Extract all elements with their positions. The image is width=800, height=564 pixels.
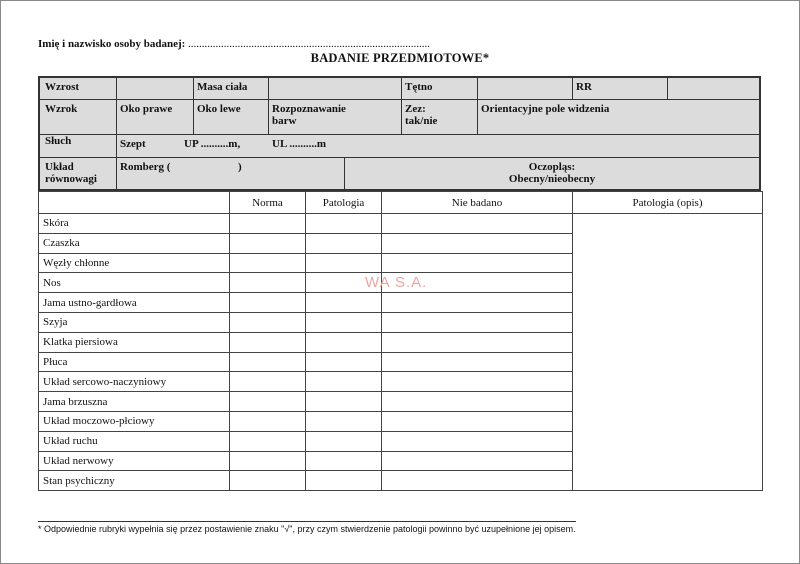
norma-cell[interactable] [230, 312, 306, 332]
field-wzrost: Wzrost [45, 81, 80, 93]
nie-badano-cell[interactable] [382, 312, 573, 332]
field-rownowagi: równowagi [45, 173, 97, 185]
row-label: Płuca [39, 352, 230, 372]
patologia-cell[interactable] [306, 392, 382, 412]
field-uklad: Układ [45, 161, 74, 173]
grid-line [268, 78, 269, 99]
header-nie-badano: Nie badano [382, 192, 573, 214]
patologia-cell[interactable] [306, 293, 382, 313]
grid-line [477, 78, 478, 99]
grid-line [193, 99, 194, 134]
grid-line [477, 99, 478, 134]
field-barw: barw [272, 115, 297, 127]
norma-cell[interactable] [230, 352, 306, 372]
nie-badano-cell[interactable] [382, 471, 573, 491]
nie-badano-cell[interactable] [382, 352, 573, 372]
patologia-cell[interactable] [306, 431, 382, 451]
field-zez-options: tak/nie [405, 115, 438, 127]
table-row [39, 214, 763, 234]
norma-cell[interactable] [230, 411, 306, 431]
patologia-cell[interactable] [306, 233, 382, 253]
field-romberg: Romberg ( [120, 161, 171, 173]
field-zez: Zez: [405, 103, 426, 115]
row-label: Węzły chłonne [39, 253, 230, 273]
grid-line [40, 134, 759, 135]
norma-cell[interactable] [230, 253, 306, 273]
patologia-cell[interactable] [306, 352, 382, 372]
grid-line [40, 157, 759, 158]
norma-cell[interactable] [230, 392, 306, 412]
grid-line [667, 78, 668, 99]
nie-badano-cell[interactable] [382, 214, 573, 234]
grid-line [116, 99, 117, 134]
norma-cell[interactable] [230, 214, 306, 234]
field-rr: RR [576, 81, 592, 93]
grid-line [572, 78, 573, 99]
row-label: Układ sercowo-naczyniowy [39, 372, 230, 392]
row-label: Skóra [39, 214, 230, 234]
field-wzrok: Wzrok [45, 103, 78, 115]
exam-table [38, 191, 763, 491]
row-label: Klatka piersiowa [39, 332, 230, 352]
grid-line [116, 157, 117, 191]
norma-cell[interactable] [230, 233, 306, 253]
patologia-cell[interactable] [306, 451, 382, 471]
row-label: Szyja [39, 312, 230, 332]
nie-badano-cell[interactable] [382, 451, 573, 471]
field-oczoplas-options: Obecny/nieobecny [508, 173, 596, 185]
field-szept: Szept [120, 138, 146, 150]
patologia-cell[interactable] [306, 372, 382, 392]
header-patologia: Patologia [306, 192, 382, 214]
norma-cell[interactable] [230, 332, 306, 352]
norma-cell[interactable] [230, 431, 306, 451]
norma-cell[interactable] [230, 451, 306, 471]
nie-badano-cell[interactable] [382, 392, 573, 412]
patologia-cell[interactable] [306, 332, 382, 352]
nie-badano-cell[interactable] [382, 372, 573, 392]
row-label: Czaszka [39, 233, 230, 253]
patologia-opis-cell[interactable] [573, 214, 763, 491]
footnote: * Odpowiednie rubryki wypełnia się przez postawienie znaku "√", przy czym stwierdzenie patologii powinno być uzupełnione jej opisem. [38, 521, 576, 534]
field-pole-widzenia: Orientacyjne pole widzenia [481, 103, 610, 115]
grid-line [401, 99, 402, 134]
patient-name-field[interactable] [38, 38, 430, 50]
field-masa-ciala: Masa ciała [197, 81, 248, 93]
field-tetno: Tętno [405, 81, 433, 93]
grid-line [193, 78, 194, 99]
grid-line [268, 99, 269, 134]
header-blank [39, 192, 230, 214]
nie-badano-cell[interactable] [382, 411, 573, 431]
field-ul: UL ..........m [272, 138, 327, 150]
header-patologia-opis: Patologia (opis) [573, 192, 763, 214]
norma-cell[interactable] [230, 273, 306, 293]
field-oko-prawe: Oko prawe [120, 103, 173, 115]
norma-cell[interactable] [230, 471, 306, 491]
field-oczoplas: Oczopląs: [528, 161, 576, 173]
norma-cell[interactable] [230, 372, 306, 392]
field-oko-lewe: Oko lewe [197, 103, 241, 115]
patologia-cell[interactable] [306, 471, 382, 491]
patologia-cell[interactable] [306, 312, 382, 332]
nie-badano-cell[interactable] [382, 332, 573, 352]
field-sluch: Słuch [45, 135, 72, 147]
nie-badano-cell[interactable] [382, 253, 573, 273]
nie-badano-cell[interactable] [382, 431, 573, 451]
nie-badano-cell[interactable] [382, 293, 573, 313]
patient-name-dots[interactable]: ........................................................................................ [188, 38, 431, 50]
nie-badano-cell[interactable] [382, 233, 573, 253]
grid-line [116, 78, 117, 99]
row-label: Nos [39, 273, 230, 293]
norma-cell[interactable] [230, 293, 306, 313]
row-label: Układ ruchu [39, 431, 230, 451]
patient-name-label: Imię i nazwisko osoby badanej: [38, 38, 186, 50]
grid-line [401, 78, 402, 99]
row-label: Układ moczowo-płciowy [39, 411, 230, 431]
patologia-cell[interactable] [306, 253, 382, 273]
row-label: Stan psychiczny [39, 471, 230, 491]
form-title: BADANIE PRZEDMIOTOWE* [310, 51, 490, 65]
row-label: Jama brzuszna [39, 392, 230, 412]
watermark: WA S.A. [365, 274, 428, 291]
row-label: Jama ustno-gardłowa [39, 293, 230, 313]
grid-line [116, 134, 117, 157]
row-label: Układ nerwowy [39, 451, 230, 471]
field-romberg-close: ) [238, 161, 242, 173]
top-form-grid [38, 76, 761, 191]
patologia-cell[interactable] [306, 214, 382, 234]
table-header-row [39, 192, 763, 214]
grid-line [40, 99, 759, 100]
header-norma: Norma [230, 192, 306, 214]
field-up: UP ..........m, [184, 138, 241, 150]
field-rozpoznawanie: Rozpoznawanie [272, 103, 346, 115]
patologia-cell[interactable] [306, 411, 382, 431]
